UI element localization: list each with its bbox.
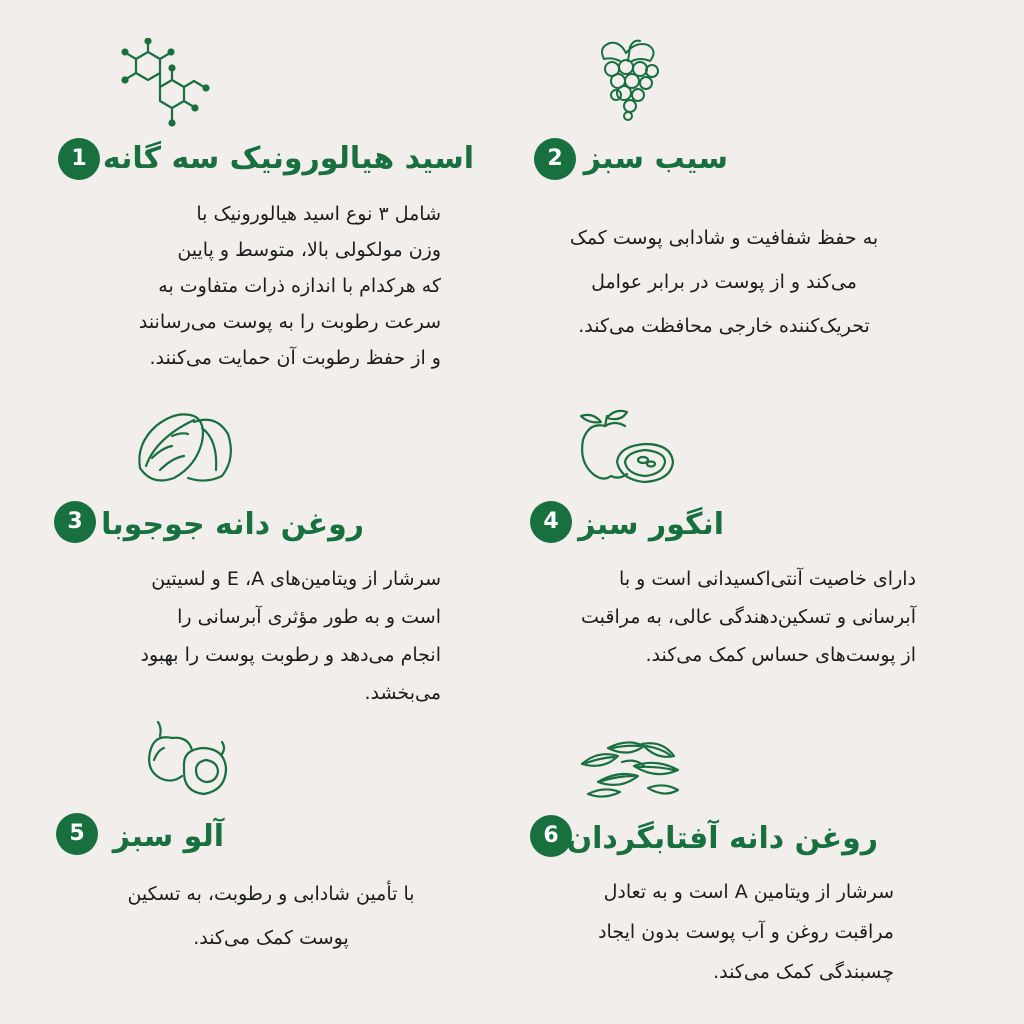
item-number-badge: 2	[534, 138, 576, 180]
item-number-badge: 3	[54, 501, 96, 543]
description-line: به حفظ شفافیت و شادابی پوست کمک	[569, 227, 879, 249]
description-line: آبرسانی و تسکین‌دهندگی عالی، به مراقبت	[580, 606, 916, 628]
description-line: و از حفظ رطوبت آن حمایت می‌کنند.	[149, 347, 441, 369]
description-line: شامل ۳ نوع اسید هیالورونیک با	[196, 203, 441, 225]
description-line: از پوست‌های حساس کمک می‌کند.	[645, 644, 916, 666]
item-number-badge: 1	[58, 138, 100, 180]
item-description	[81, 196, 441, 376]
item-number-badge: 5	[56, 813, 98, 855]
item-number-badge: 4	[530, 501, 572, 543]
item-description	[81, 560, 441, 712]
item-description	[524, 216, 924, 348]
item-description	[91, 872, 451, 960]
description-line: با تأمین شادابی و رطوبت، به تسکین	[127, 883, 415, 905]
item-title: اسید هیالورونیک سه گانه	[102, 141, 474, 176]
description-line: چسبندگی کمک می‌کند.	[713, 961, 894, 983]
item-title: روغن دانه آفتابگردان	[566, 821, 878, 856]
description-line: سرشار از ویتامین‌های E ،A و لسیتین	[151, 568, 441, 590]
apple-icon	[575, 408, 679, 490]
item-description	[526, 560, 916, 674]
sunflower-seeds-icon	[578, 736, 690, 800]
description-line: مراقبت روغن و آب پوست بدون ایجاد	[598, 921, 894, 943]
description-line: تحریک‌کننده خارجی محافظت می‌کند.	[578, 315, 870, 337]
description-line: می‌کند و از پوست در برابر عوامل	[591, 271, 857, 293]
item-description	[514, 872, 894, 992]
jojoba-seed-icon	[132, 408, 240, 488]
description-line: دارای خاصیت آنتی‌اکسیدانی است و با	[619, 568, 916, 590]
item-title: روغن دانه جوجوبا	[101, 507, 364, 542]
item-title: آلو سبز	[112, 819, 224, 854]
grape-icon	[590, 35, 666, 121]
item-title: انگور سبز	[578, 507, 724, 542]
description-line: که هرکدام با اندازه ذرات متفاوت به	[158, 275, 441, 297]
molecule-icon	[120, 38, 212, 130]
description-line: پوست کمک می‌کند.	[193, 927, 349, 949]
description-line: سرشار از ویتامین A است و به تعادل	[603, 881, 894, 903]
description-line: می‌بخشد.	[364, 682, 441, 704]
description-line: انجام می‌دهد و رطوبت پوست را بهبود	[140, 644, 441, 666]
description-line: سرعت رطوبت را به پوست می‌رسانند	[138, 311, 441, 333]
description-line: وزن مولکولی بالا، متوسط و پایین	[177, 239, 441, 261]
item-number-badge: 6	[530, 815, 572, 857]
plum-icon	[144, 720, 230, 800]
description-line: است و به طور مؤثری آبرسانی را	[177, 606, 441, 628]
item-title: سیب سبز	[583, 141, 728, 176]
